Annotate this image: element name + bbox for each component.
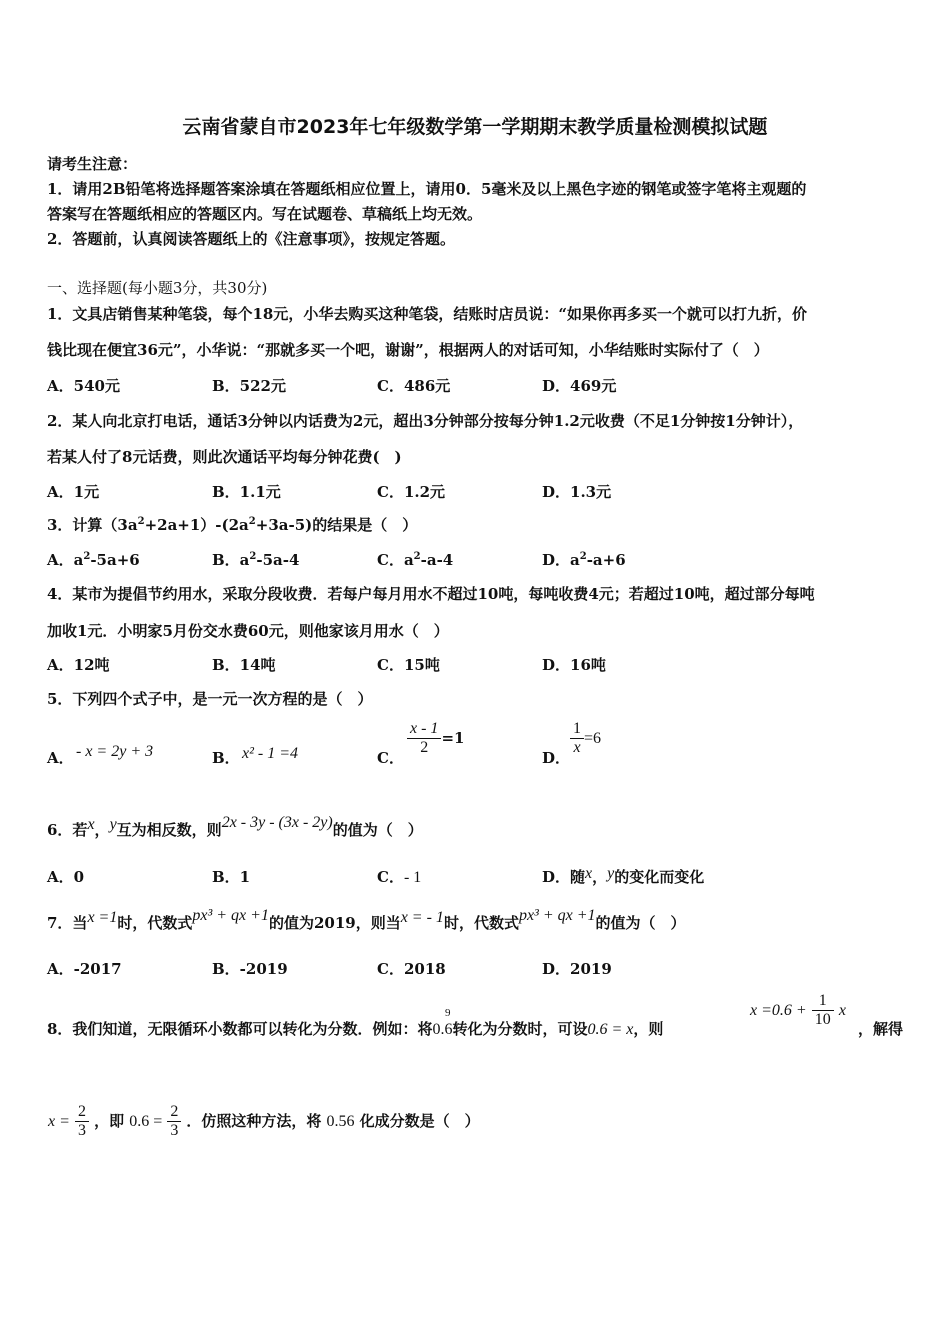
q6-stem: 6．若x，y互为相反数，则2x - 3y - (3x - 2y)的值为（ ） bbox=[47, 814, 423, 839]
q2-option-b: B．1.1元 bbox=[212, 483, 281, 501]
q3-stem: 3．计算$(3a^2+2a+1)-(2a^2+3a-5)$的结果是（ ） bbox=[47, 516, 418, 534]
notice-line-2: 2．答题前，认真阅读答题纸上的《注意事项》，按规定答题。 bbox=[47, 230, 455, 248]
q2-option-a: A．1元 bbox=[47, 483, 100, 501]
q5-option-b-label: B． bbox=[212, 749, 240, 767]
q4-stem-line2: 加收1元．小明家5月份交水费60元，则他家该月用水（ ） bbox=[47, 622, 449, 640]
q3-option-d: D．$a^2-a+6$ bbox=[542, 551, 626, 569]
q5-option-d-label: D． bbox=[542, 749, 571, 767]
page-title: 云南省蒙自市2023年七年级数学第一学期期末教学质量检测模拟试题 bbox=[182, 116, 768, 138]
q5-option-a-expr: - x = 2y + 3 bbox=[76, 743, 154, 760]
q1-stem-line1: 1．文具店销售某种笔袋，每个18元，小华去购买这种笔袋，结账时店员说：“如果你再多买一个就可以打九折，价 bbox=[47, 305, 807, 323]
q7-option-d: D．2019 bbox=[542, 960, 612, 978]
q4-option-d: D．16吨 bbox=[542, 656, 606, 674]
q7-option-a: A．-2017 bbox=[47, 960, 122, 978]
q2-option-d: D．1.3元 bbox=[542, 483, 612, 501]
q5-option-d-expr: $\frac{1}{x}$ =6 bbox=[570, 720, 601, 757]
q8-stem-line2: x = $\frac{2}{3}$ ，即 0.6 = $\frac{2}{3}$ ．仿照这种方法，将 0.56 化成分数是（ ） bbox=[48, 1103, 480, 1139]
q6-option-a: A．0 bbox=[47, 868, 85, 886]
q8-repeating-decimal: 0.6 9 bbox=[432, 1007, 453, 1038]
q4-option-a: A．12吨 bbox=[47, 656, 110, 674]
q5-option-a-label: A． bbox=[47, 749, 74, 767]
section-heading: 一、选择题(每小题3分，共30分) bbox=[47, 279, 268, 297]
q3-option-b: B．$a^2-5a-4$ bbox=[212, 551, 300, 569]
q4-option-c: C．15吨 bbox=[377, 656, 440, 674]
q3-option-c: C．$a^2-a-4$ bbox=[377, 551, 454, 569]
q6-option-b: B．1 bbox=[212, 868, 251, 886]
q6-option-d: D．随x，y的变化而变化 bbox=[542, 865, 705, 886]
q2-option-c: C．1.2元 bbox=[377, 483, 446, 501]
q5-stem: 5．下列四个式子中，是一元一次方程的是（ ） bbox=[47, 690, 373, 708]
q5-option-c-expr: $\frac{x - 1}{2}$ =1 bbox=[407, 720, 464, 757]
q3-option-a: A．$a^2-5a+6$ bbox=[47, 551, 140, 569]
q2-stem-line1: 2．某人向北京打电话，通话3分钟以内话费为2元，超出3分钟部分按每分钟1.2元收费（不足1分钟按1分钟计）， bbox=[47, 412, 804, 430]
q4-stem-line1: 4．某市为提倡节约用水，采取分段收费．若每户每月用水不超过10吨，每吨收费4元；若超过10吨，超过部分每吨 bbox=[47, 585, 815, 603]
q1-option-c: C．486元 bbox=[377, 377, 451, 395]
q7-option-c: C．2018 bbox=[377, 960, 446, 978]
q6-option-c: C．- 1 bbox=[377, 868, 422, 886]
q4-option-b: B．14吨 bbox=[212, 656, 276, 674]
q7-stem: 7．当x =1时，代数式px³ + qx +1的值为2019，则当x = - 1时，代数式px³ + qx +1的值为（ ） bbox=[47, 907, 686, 932]
notice-line-1: 1．请用2B铅笔将选择题答案涂填在答题纸相应位置上，请用0．5毫米及以上黑色字迹的钢笔或签字笔将主观题的 bbox=[47, 180, 807, 198]
q1-option-a: A．540元 bbox=[47, 377, 120, 395]
q8-equation: x =0.6 + $\frac{1}{10}$ x bbox=[750, 992, 846, 1028]
q1-option-d: D．469元 bbox=[542, 377, 617, 395]
q2-stem-line2: 若某人付了8元话费，则此次通话平均每分钟花费( ) bbox=[47, 448, 402, 466]
q5-option-b-expr: x² - 1 =4 bbox=[242, 745, 299, 762]
q5-option-c-label: C． bbox=[377, 749, 404, 767]
q8-solve-label: ，解得 bbox=[858, 1020, 904, 1038]
notice-line-1b: 答案写在答题纸相应的答题区内。写在试题卷、草稿纸上均无效。 bbox=[47, 205, 483, 223]
q1-stem-line2: 钱比现在便宜36元”，小华说：“那就多买一个吧，谢谢”，根据两人的对话可知，小华结账时实际付了（ ） bbox=[47, 341, 769, 359]
q8-stem-line1: 8．我们知道，无限循环小数都可以转化为分数．例如：将0.6 9 转化为分数时，可设0.6 = x，则 bbox=[47, 1007, 664, 1038]
notice-heading: 请考生注意： bbox=[47, 155, 138, 173]
q7-option-b: B．-2019 bbox=[212, 960, 288, 978]
q1-option-b: B．522元 bbox=[212, 377, 286, 395]
